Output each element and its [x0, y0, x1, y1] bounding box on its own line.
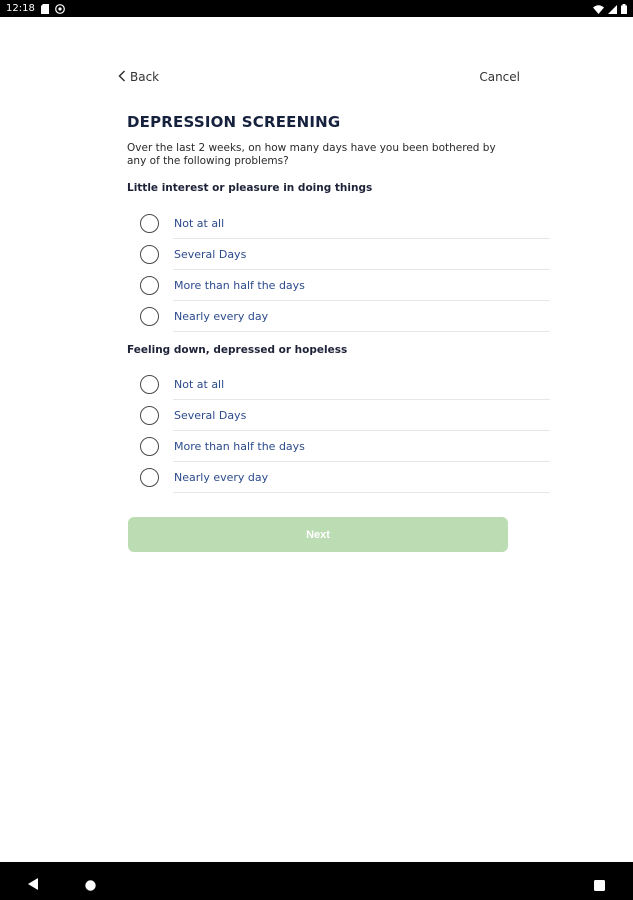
- nav-recents-icon[interactable]: [594, 876, 605, 895]
- radio-button[interactable]: [140, 468, 159, 487]
- option-label: Several Days: [174, 248, 247, 261]
- radio-button[interactable]: [140, 307, 159, 326]
- nav-home-icon[interactable]: [85, 876, 96, 895]
- question-2-options: [140, 369, 550, 493]
- at-sign-icon: [55, 0, 65, 18]
- radio-button[interactable]: [140, 406, 159, 425]
- option-label: Nearly every day: [174, 471, 269, 484]
- divider: [173, 492, 550, 493]
- screening-intro: Over the last 2 weeks, on how many days have you been bothered by any of the following problems?: [127, 142, 496, 167]
- radio-button[interactable]: [140, 375, 159, 394]
- q1-option-several-days[interactable]: [140, 239, 550, 270]
- chevron-left-icon: [118, 70, 126, 85]
- q2-option-more-than-half[interactable]: [140, 431, 550, 462]
- q1-option-more-than-half[interactable]: [140, 270, 550, 301]
- radio-button[interactable]: [140, 437, 159, 456]
- divider: [173, 331, 550, 332]
- q2-option-nearly-every-day[interactable]: [140, 462, 550, 493]
- status-bar: [0, 0, 633, 17]
- nav-back-icon[interactable]: [28, 875, 39, 894]
- q2-option-not-at-all[interactable]: [140, 369, 550, 400]
- wifi-icon: [593, 0, 604, 18]
- option-label: Nearly every day: [174, 310, 269, 323]
- status-right: [593, 0, 627, 18]
- back-label: Back: [130, 70, 160, 84]
- back-button[interactable]: [118, 68, 159, 86]
- q1-option-not-at-all[interactable]: [140, 208, 550, 239]
- option-label: More than half the days: [174, 279, 305, 292]
- page-title: DEPRESSION SCREENING: [127, 113, 341, 131]
- system-nav-bar: [0, 862, 633, 900]
- status-time: 12:18: [6, 3, 35, 14]
- q1-option-nearly-every-day[interactable]: [140, 301, 550, 332]
- question-2-label: Feeling down, depressed or hopeless: [127, 344, 348, 356]
- option-label: More than half the days: [174, 440, 305, 453]
- radio-button[interactable]: [140, 276, 159, 295]
- status-left: [6, 0, 65, 18]
- battery-icon: [621, 0, 627, 18]
- option-label: Not at all: [174, 378, 225, 391]
- signal-icon: [608, 0, 617, 18]
- radio-button[interactable]: [140, 245, 159, 264]
- question-1-label: Little interest or pleasure in doing things: [127, 182, 373, 194]
- radio-button[interactable]: [140, 214, 159, 233]
- q2-option-several-days[interactable]: [140, 400, 550, 431]
- option-label: Not at all: [174, 217, 225, 230]
- question-1-options: [140, 208, 550, 332]
- option-label: Several Days: [174, 409, 247, 422]
- cancel-button[interactable]: [479, 68, 520, 86]
- next-button[interactable]: Next: [128, 517, 508, 552]
- cancel-label: Cancel: [479, 70, 520, 84]
- sd-card-icon: [41, 0, 49, 18]
